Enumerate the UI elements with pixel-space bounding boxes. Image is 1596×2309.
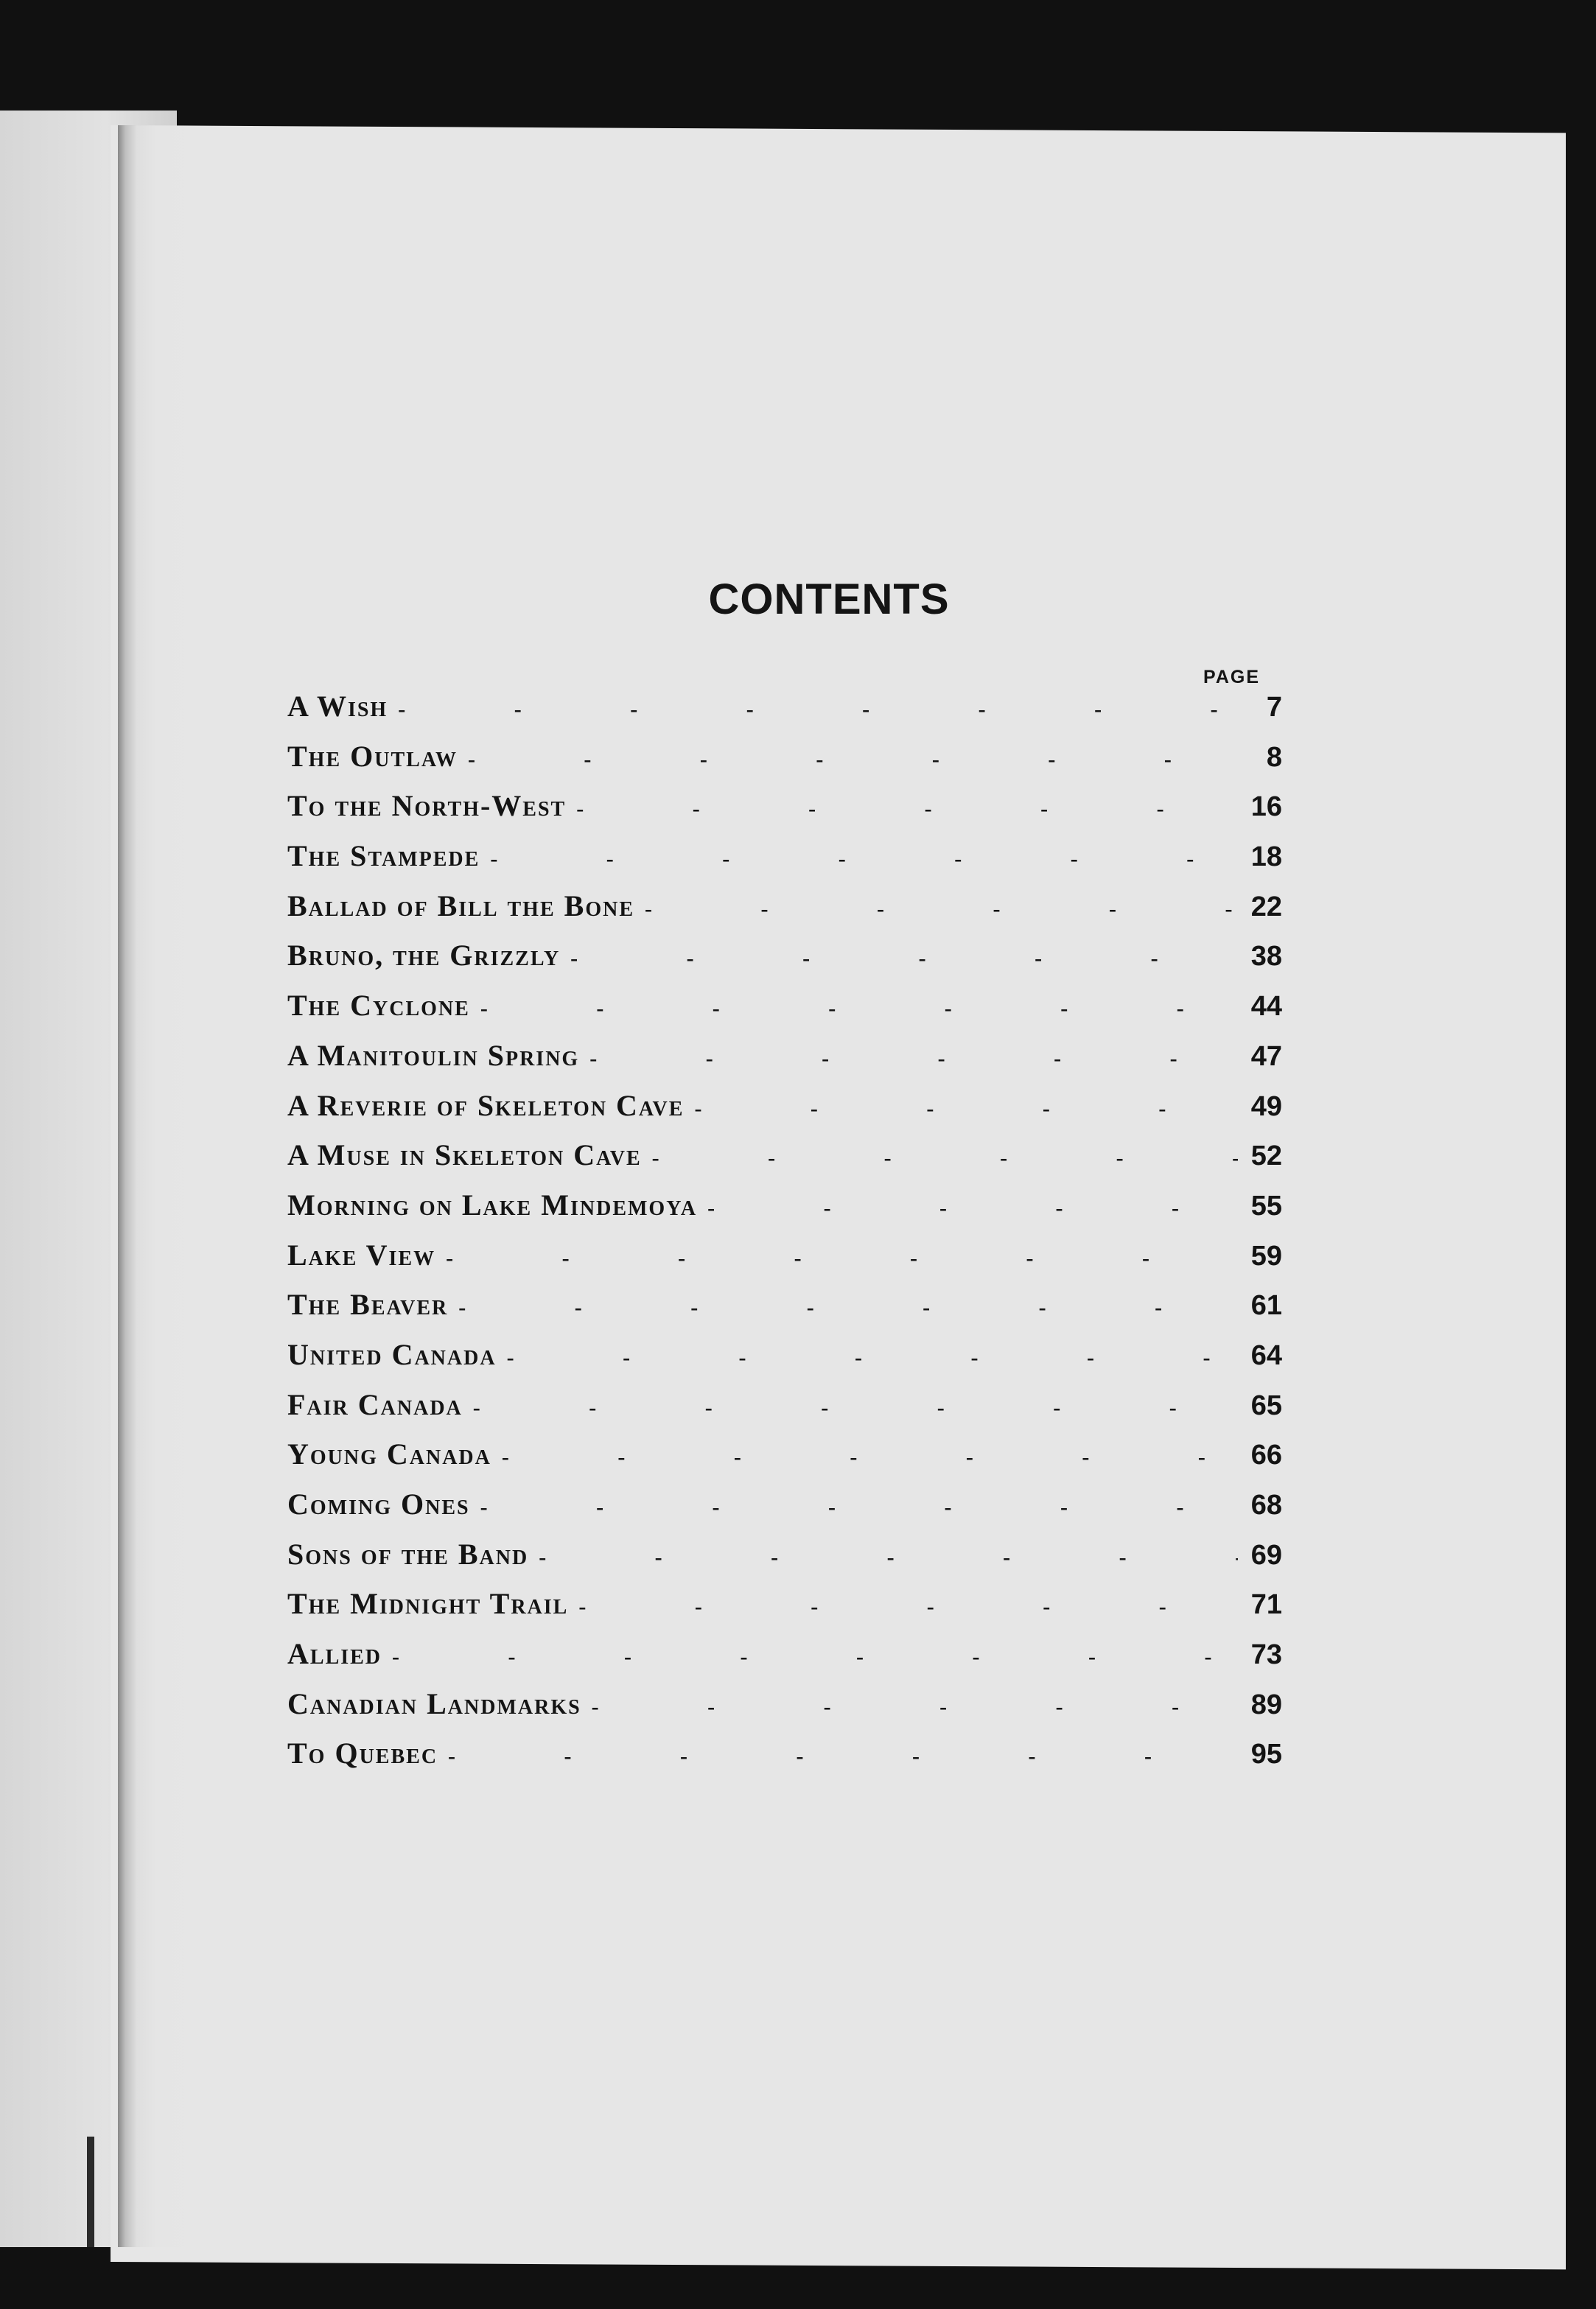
toc-entry-title: A Muse in Skeleton Cave: [287, 1138, 642, 1172]
toc-entry-title: A Reverie of Skeleton Cave: [287, 1088, 685, 1122]
toc-entry-title: Coming Ones: [287, 1488, 470, 1521]
toc-entry: [287, 689, 1282, 739]
dot-leader: [398, 697, 1238, 722]
toc-entry-title: Allied: [287, 1637, 382, 1671]
toc-entry-page: 49: [1250, 1090, 1282, 1122]
toc-entry-page: 68: [1250, 1490, 1282, 1521]
toc-entry-page: 7: [1266, 692, 1282, 723]
toc-entry: [287, 1088, 1282, 1138]
dot-leader: [589, 1046, 1238, 1071]
dot-leader: [502, 1445, 1238, 1470]
toc-entry-title: United Canada: [287, 1337, 497, 1371]
toc-entry-page: 61: [1250, 1290, 1282, 1322]
dot-leader: [446, 1246, 1238, 1271]
toc-entry: [287, 1636, 1282, 1686]
toc-entry-page: 59: [1250, 1240, 1282, 1272]
toc-entry: [287, 1387, 1282, 1437]
toc-entry-page: 95: [1250, 1739, 1282, 1770]
dot-leader: [458, 1295, 1238, 1320]
spine-edge: [87, 2137, 94, 2247]
toc-entry: [287, 739, 1282, 789]
toc-entry-title: Bruno, the Grizzly: [287, 939, 561, 973]
toc-entry-title: The Midnight Trail: [287, 1587, 569, 1621]
toc-entry-title: Sons of the Band: [287, 1537, 529, 1571]
toc-entry-title: Ballad of Bill the Bone: [287, 889, 634, 922]
toc-entry: [287, 1238, 1282, 1288]
toc-entry-title: A Manitoulin Spring: [287, 1038, 580, 1072]
dot-leader: [576, 796, 1238, 821]
toc-entry: [287, 1736, 1282, 1786]
toc-entry-title: The Cyclone: [287, 989, 470, 1023]
toc-entry-title: Canadian Landmarks: [287, 1686, 581, 1720]
dot-leader: [473, 1395, 1238, 1420]
toc-entry: [287, 1686, 1282, 1737]
toc-entry-title: A Wish: [287, 690, 388, 723]
dot-leader: [468, 747, 1238, 772]
toc-entry-title: Lake View: [287, 1238, 436, 1272]
toc-entry-page: 22: [1250, 891, 1282, 922]
dot-leader: [694, 1096, 1238, 1121]
toc-entry-page: 47: [1250, 1040, 1282, 1072]
toc-entry: [287, 889, 1282, 939]
dot-leader: [578, 1594, 1238, 1619]
toc-entry: [287, 1188, 1282, 1238]
toc-entry-page: 69: [1250, 1539, 1282, 1571]
dot-leader: [490, 847, 1238, 872]
dot-leader: [448, 1744, 1238, 1769]
toc-entry-title: Fair Canada: [287, 1387, 463, 1421]
dot-leader: [539, 1545, 1238, 1570]
contents-heading: CONTENTS: [708, 575, 950, 623]
toc-entry: [287, 1138, 1282, 1188]
dot-leader: [480, 1495, 1238, 1520]
toc-entry-page: 71: [1250, 1589, 1282, 1621]
toc-entry-page: 65: [1250, 1390, 1282, 1421]
toc-entry-page: 8: [1266, 741, 1282, 773]
toc-entry-title: The Stampede: [287, 839, 480, 873]
table-of-contents: [287, 575, 1282, 1786]
page-column-label: PAGE: [1203, 667, 1260, 687]
dot-leader: [592, 1695, 1238, 1720]
toc-entry: [287, 788, 1282, 838]
toc-entry: [287, 938, 1282, 988]
dot-leader: [392, 1644, 1238, 1669]
toc-entry-title: Morning on Lake Mindemoya: [287, 1188, 698, 1222]
toc-entry-page: 44: [1250, 991, 1282, 1023]
toc-entry-page: 52: [1250, 1141, 1282, 1172]
toc-entry: [287, 1337, 1282, 1387]
toc-entry-page: 89: [1250, 1689, 1282, 1720]
toc-entry: [287, 838, 1282, 889]
toc-entry-title: To the North-West: [287, 789, 567, 823]
page-gutter-shadow: [118, 125, 214, 2247]
toc-entry-title: Young Canada: [287, 1437, 491, 1471]
toc-entry-page: 16: [1250, 791, 1282, 823]
dot-leader: [570, 946, 1238, 971]
toc-entry: [287, 1537, 1282, 1587]
toc-entry-page: 18: [1250, 841, 1282, 873]
toc-entry-page: 38: [1250, 941, 1282, 973]
toc-entry: [287, 1437, 1282, 1487]
dot-leader: [507, 1345, 1238, 1370]
toc-entry-page: 55: [1250, 1190, 1282, 1222]
toc-entry-title: To Quebec: [287, 1737, 438, 1770]
toc-entry: [287, 1038, 1282, 1088]
dot-leader: [480, 996, 1238, 1021]
toc-entry-page: 64: [1250, 1339, 1282, 1371]
toc-entry-page: 66: [1250, 1440, 1282, 1471]
toc-entry: [287, 1287, 1282, 1337]
dot-leader: [645, 897, 1238, 922]
toc-entry-title: The Beaver: [287, 1288, 449, 1322]
toc-entry-title: The Outlaw: [287, 739, 458, 773]
dot-leader: [707, 1196, 1238, 1221]
toc-entry: [287, 1487, 1282, 1537]
toc-entry: [287, 988, 1282, 1038]
toc-entry-page: 73: [1250, 1639, 1282, 1671]
dot-leader: [652, 1146, 1238, 1171]
toc-entry: [287, 1586, 1282, 1636]
